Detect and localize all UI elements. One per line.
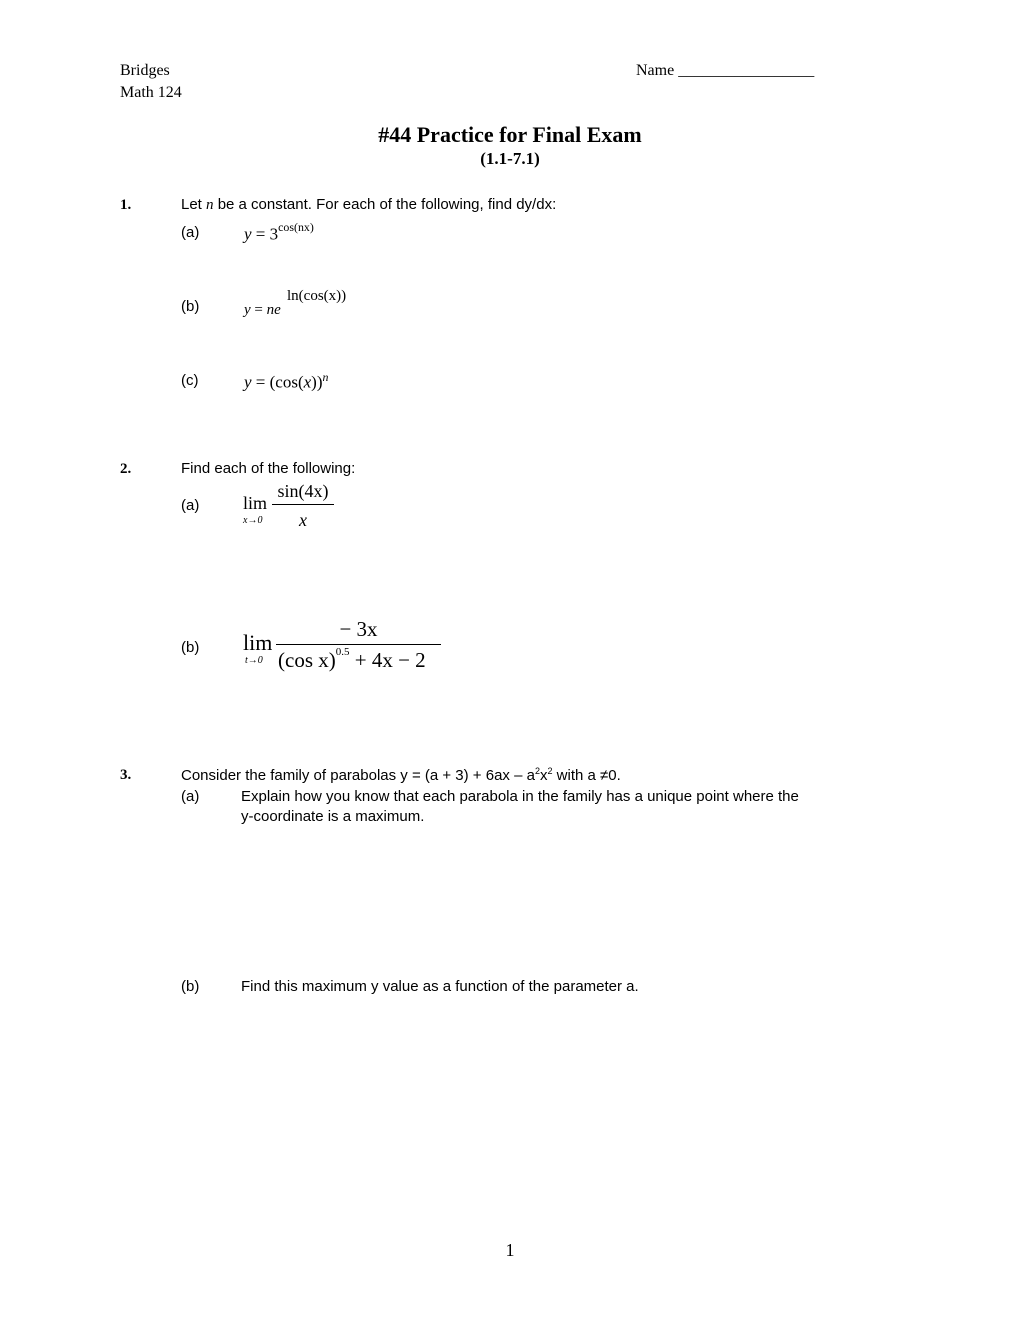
question-3-number: 3.: [120, 767, 132, 783]
page-number: 1: [505, 1240, 515, 1260]
question-3a-label: (a): [181, 788, 200, 805]
question-2a-lim: lim: [243, 493, 268, 513]
question-1c-expression: $y = (\cos(x))^n$: [244, 370, 329, 392]
question-2a-denominator: x: [299, 510, 307, 530]
question-2-number: 2.: [120, 461, 132, 477]
page-subtitle: (1.1-7.1): [480, 149, 540, 168]
question-1-number: 1.: [120, 197, 132, 213]
question-3b-label: (b): [181, 978, 200, 995]
question-1a-label: (a): [181, 224, 200, 241]
question-2-prompt: Find each of the following:: [181, 460, 356, 477]
question-2b-lim-subscript: t→0: [245, 655, 263, 666]
question-2b-lim: lim: [243, 630, 273, 655]
question-1-prompt: Let n be a constant. For each of the following, find dy/dx:: [181, 196, 557, 213]
question-2a-lim-subscript: x→0: [243, 515, 263, 526]
question-1b-label: (b): [181, 298, 200, 315]
question-3a-text-line1: Explain how you know that each parabola in the family has a unique point where the: [241, 788, 799, 805]
question-2a-label: (a): [181, 497, 200, 514]
question-1a-expression: $y = 3^{cos(nx)}$: [244, 220, 314, 244]
question-3a-text-line2: y-coordinate is a maximum.: [241, 808, 425, 825]
question-1b-exponent: ln(cos(x)): [287, 288, 347, 304]
question-1c-label: (c): [181, 372, 199, 389]
question-2b-fraction-bar: [276, 644, 441, 645]
question-2a-fraction-bar: [272, 504, 334, 505]
question-2b-label: (b): [181, 639, 200, 656]
question-3-prompt: Consider the family of parabolas $y = (a + 3) + 6ax - a^2x^2$ with a ≠0.: [181, 766, 621, 784]
question-2a-numerator: sin(4x): [277, 481, 329, 501]
page-title: #44 Practice for Final Exam: [378, 122, 642, 147]
instructor-name: Bridges: [120, 62, 170, 79]
question-2b-denominator: (cos x)$^{0.5}$ + 4x − 2: [278, 646, 426, 672]
question-2b-numerator: − 3x: [339, 617, 378, 641]
name-field-label: Name _________________: [636, 62, 815, 79]
question-1b-expression: y = ne: [244, 302, 281, 318]
question-3b-text: Find this maximum y value as a function of the parameter a.: [241, 978, 639, 995]
course-name: Math 124: [120, 84, 182, 101]
